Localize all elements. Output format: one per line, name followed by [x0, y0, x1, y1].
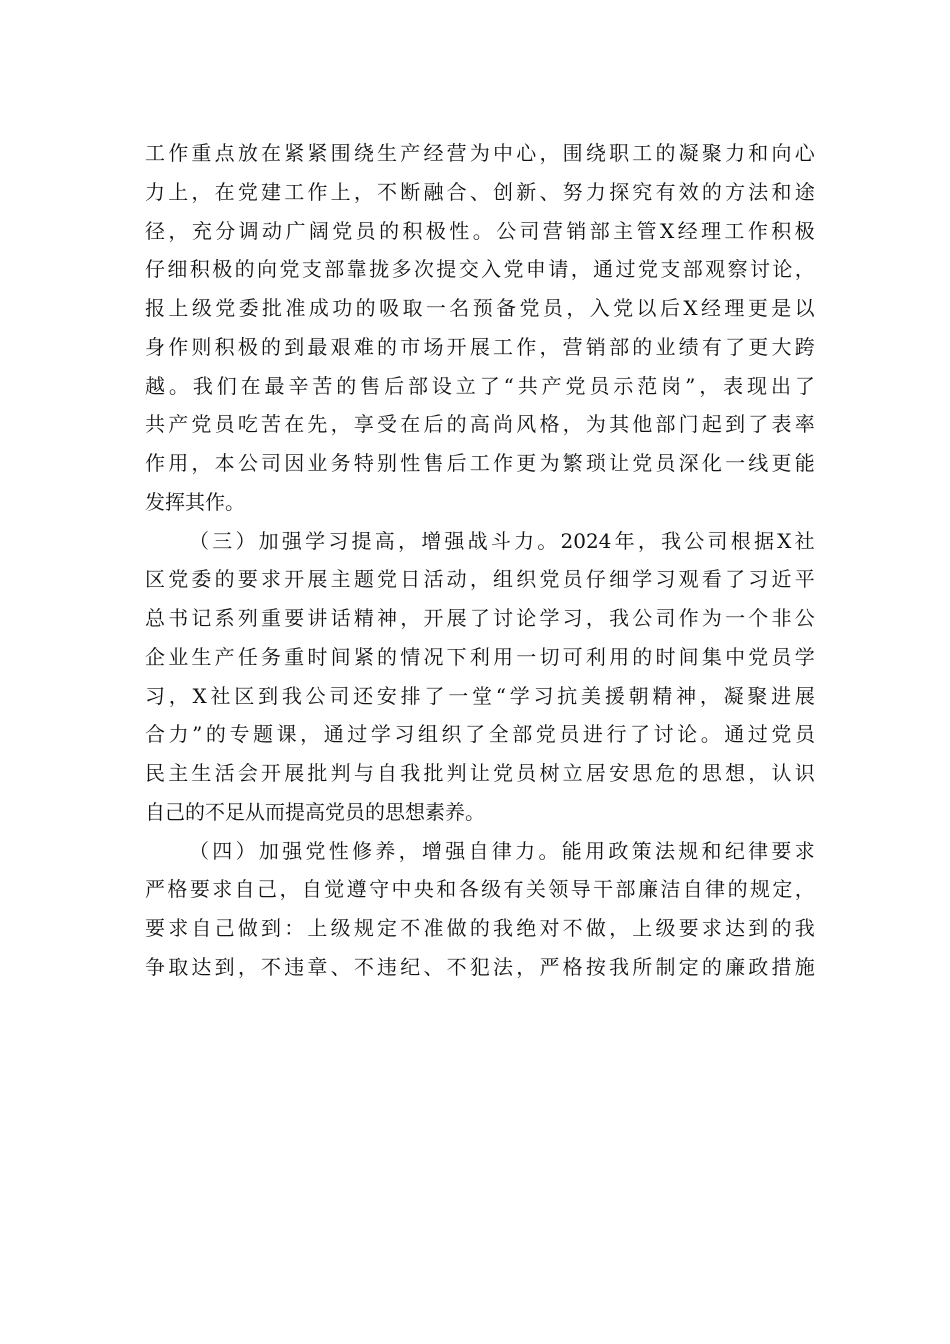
text-line: 民 主 生 活 会 开 展 批 判 与 自 我 批 判 让 党 员 树 立 居 安 思 危 的 思 想 ， 认 识 [145, 761, 815, 785]
text-line: 发挥其作。 [145, 489, 245, 514]
text-line: 越 。 我 们 在 最 辛 苦 的 售 后 部 设 立 了 “ 共 产 党 员 示 范 岗 ” ， 表 现 出 了 [145, 373, 815, 398]
text-line: 严 格 要 求 自 己 ， 自 觉 遵 守 中 央 和 各 级 有 关 领 导 干 部 廉 洁 自 律 的 规 定 ， [145, 877, 815, 902]
text-line: （ 三 ） 加 强 学 习 提 高 ， 增 强 战 斗 力 。 2024 年 ， 我 公 司 根 据 X 社 [189, 528, 815, 553]
text-line: 区 党 委 的 要 求 开 展 主 题 党 日 活 动 ， 组 织 党 员 仔 细 学 习 观 看 了 习 近 平 [145, 567, 815, 592]
text-line: 习 ， X 社 区 到 我 公 司 还 安 排 了 一 堂 “ 学 习 抗 美 援 朝 精 神 ， 凝 聚 进 展 [145, 683, 815, 708]
text-line: 仔 细 积 极 的 向 党 支 部 靠 拢 多 次 提 交 入 党 申 请 ， 通 过 党 支 部 观 察 讨 论 ， [145, 257, 815, 282]
text-line: 力 上 ， 在 党 建 工 作 上 ， 不 断 融 合 、 创 新 、 努 力 探 究 有 效 的 方 法 和 途 [145, 179, 815, 204]
text-line: 自己的不足从而提高党员的思想素养。 [145, 799, 485, 824]
text-line: 工 作 重 点 放 在 紧 紧 围 绕 生 产 经 营 为 中 心 ， 围 绕 职 工 的 凝 聚 力 和 向 心 [145, 141, 815, 165]
text-line: 总 书 记 系 列 重 要 讲 话 精 神 ， 开 展 了 讨 论 学 习 ， 我 公 司 作 为 一 个 非 公 [145, 606, 815, 630]
text-line: 要 求 自 己 做 到 ： 上 级 规 定 不 准 做 的 我 绝 对 不 做 ， 上 级 要 求 达 到 的 我 [145, 916, 815, 940]
text-line: （ 四 ） 加 强 党 性 修 养 ， 增 强 自 律 力 。 能 用 政 策 法 规 和 纪 律 要 求 [189, 838, 815, 863]
text-line: 报 上 级 党 委 批 准 成 功 的 吸 取 一 名 预 备 党 员 ， 入 党 以 后 X 经 理 更 是 以 [145, 296, 815, 320]
text-line: 企 业 生 产 任 务 重 时 间 紧 的 情 况 下 利 用 一 切 可 利 用 的 时 间 集 中 党 员 学 [145, 644, 815, 669]
text-line: 作 用 ， 本 公 司 因 业 务 特 别 性 售 后 工 作 更 为 繁 琐 让 党 员 深 化 一 线 更 能 [145, 451, 815, 475]
text-line: 合 力 ” 的 专 题 课 ， 通 过 学 习 组 织 了 全 部 党 员 进 行 了 讨 论 。 通 过 党 员 [145, 722, 815, 747]
body-text [145, 134, 815, 987]
text-line: 争 取 达 到 ， 不 违 章 、 不 违 纪 、 不 犯 法 ， 严 格 按 我 所 制 定 的 廉 政 措 施 [145, 954, 815, 979]
text-line: 共 产 党 员 吃 苦 在 先 ， 享 受 在 后 的 高 尚 风 格 ， 为 其 他 部 门 起 到 了 表 率 [145, 412, 815, 437]
text-line: 身 作 则 积 极 的 到 最 艰 难 的 市 场 开 展 工 作 ， 营 销 部 的 业 绩 有 了 更 大 跨 [145, 334, 815, 359]
text-line: 径 ， 充 分 调 动 广 阔 党 员 的 积 极 性 。 公 司 营 销 部 主 管 X 经 理 工 作 积 极 [145, 218, 815, 243]
